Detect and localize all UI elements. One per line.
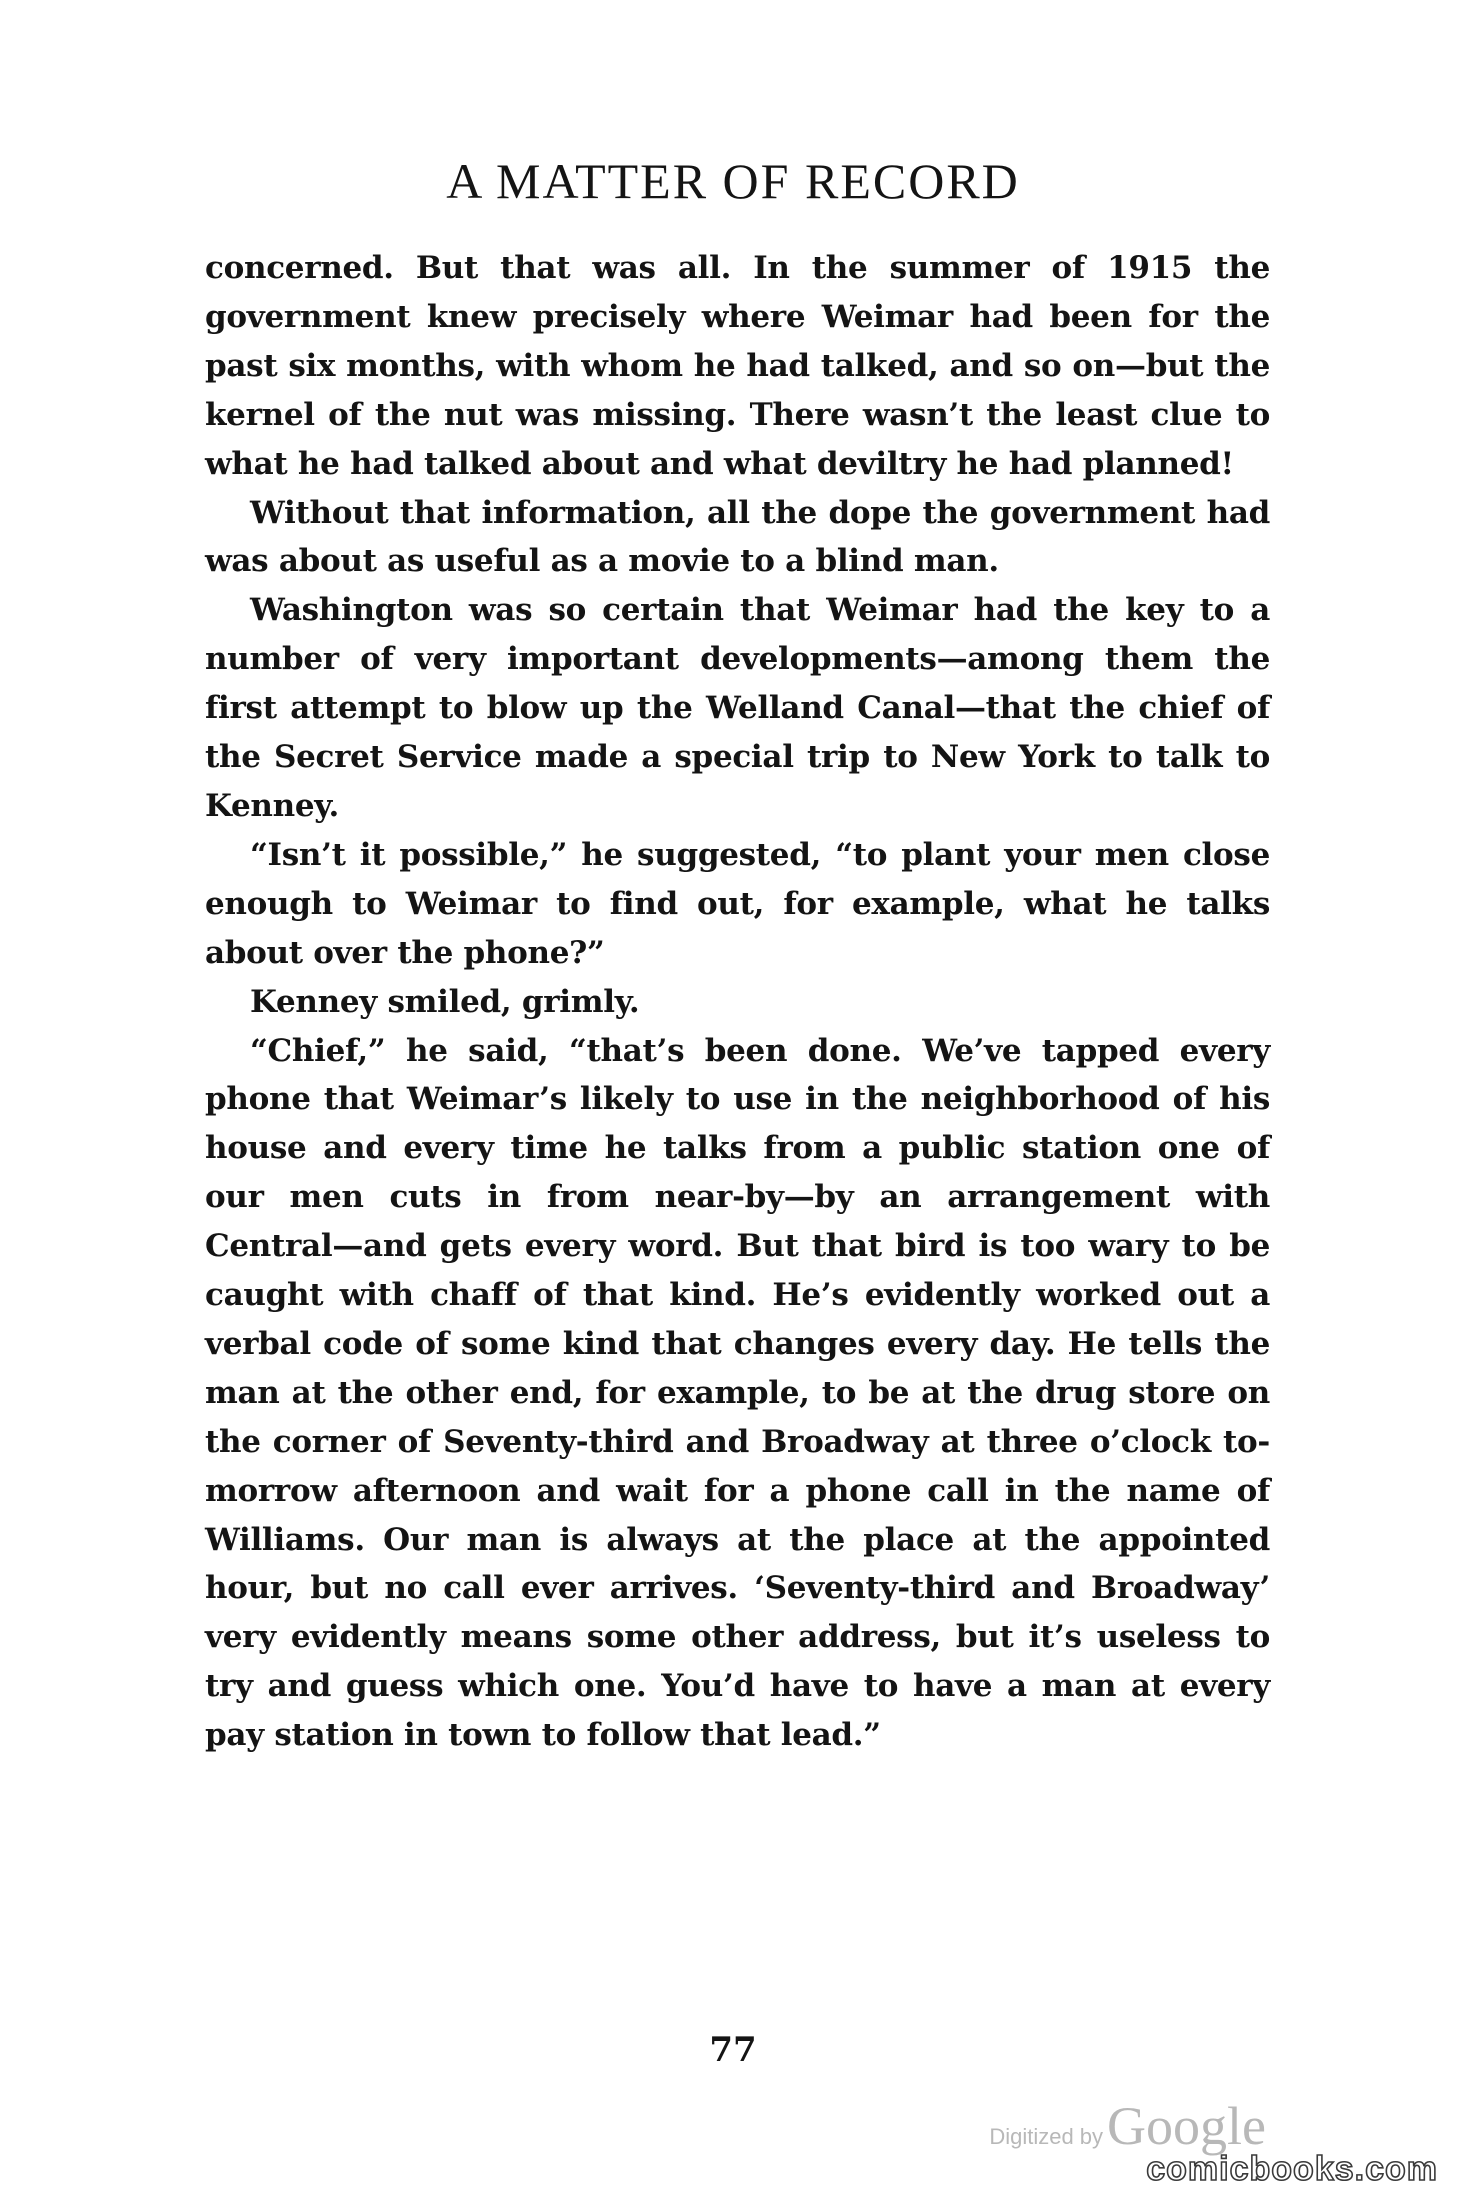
page-number: 77 <box>709 2030 757 2070</box>
paragraph-2: Without that information, all the dope the government had was about as useful as a movie to a blind man. <box>205 494 1270 580</box>
paragraph-5: Kenney smiled, grimly. <box>250 983 640 1020</box>
paragraph-1: concerned. But that was all. In the summer of 1915 the government knew precisely where Weimar had been for the past six months, with whom he had talked, and so on—but the kernel of the nut was missing. There wasn’t the least clue to what he had talked about and what deviltry he had planned! <box>205 250 1270 482</box>
google-logo: Google <box>1107 2096 1266 2156</box>
running-head: A MATTER OF RECORD <box>446 153 1020 209</box>
paragraph-4: “Isn’t it possible,” he suggested, “to plant your men close enough to Weimar to find out, for example, what he talks about over the phone?” <box>205 836 1270 971</box>
site-stamp: comicbooks.com <box>1146 2150 1438 2188</box>
paragraph-6: “Chief,” he said, “that’s been done. We’ve tapped every phone that Weimar’s likely to use in the neighborhood of his house and every time he talks from a public station one of our men cuts in from near-by—by an arrangement with Central—and gets every word. But that bird is too wary to be caught with chaff of that kind. He’s evidently worked out a verbal code of some kind that changes every day. He tells the man at the other end, for example, to be at the drug store on the corner of Seventy-third and Broadway at three o’clock to-morrow afternoon and wait for a phone call in the name of Williams. Our man is always at the place at the appointed hour, but no call ever arrives. ‘Seventy-third and Broadway’ very evidently means some other address, but it’s useless to try and guess which one. You’d have to have a man at every pay station in town to follow that lead.” <box>205 1032 1270 1754</box>
watermark-prefix: Digitized by <box>989 2124 1104 2149</box>
digitized-watermark <box>989 2095 1266 2157</box>
paragraph-3: Washington was so certain that Weimar had the key to a number of very important developments—among them the first attempt to blow up the Welland Canal—that the chief of the Secret Service made a special trip to New York to talk to Kenney. <box>205 592 1270 824</box>
body-text <box>205 244 1270 1760</box>
